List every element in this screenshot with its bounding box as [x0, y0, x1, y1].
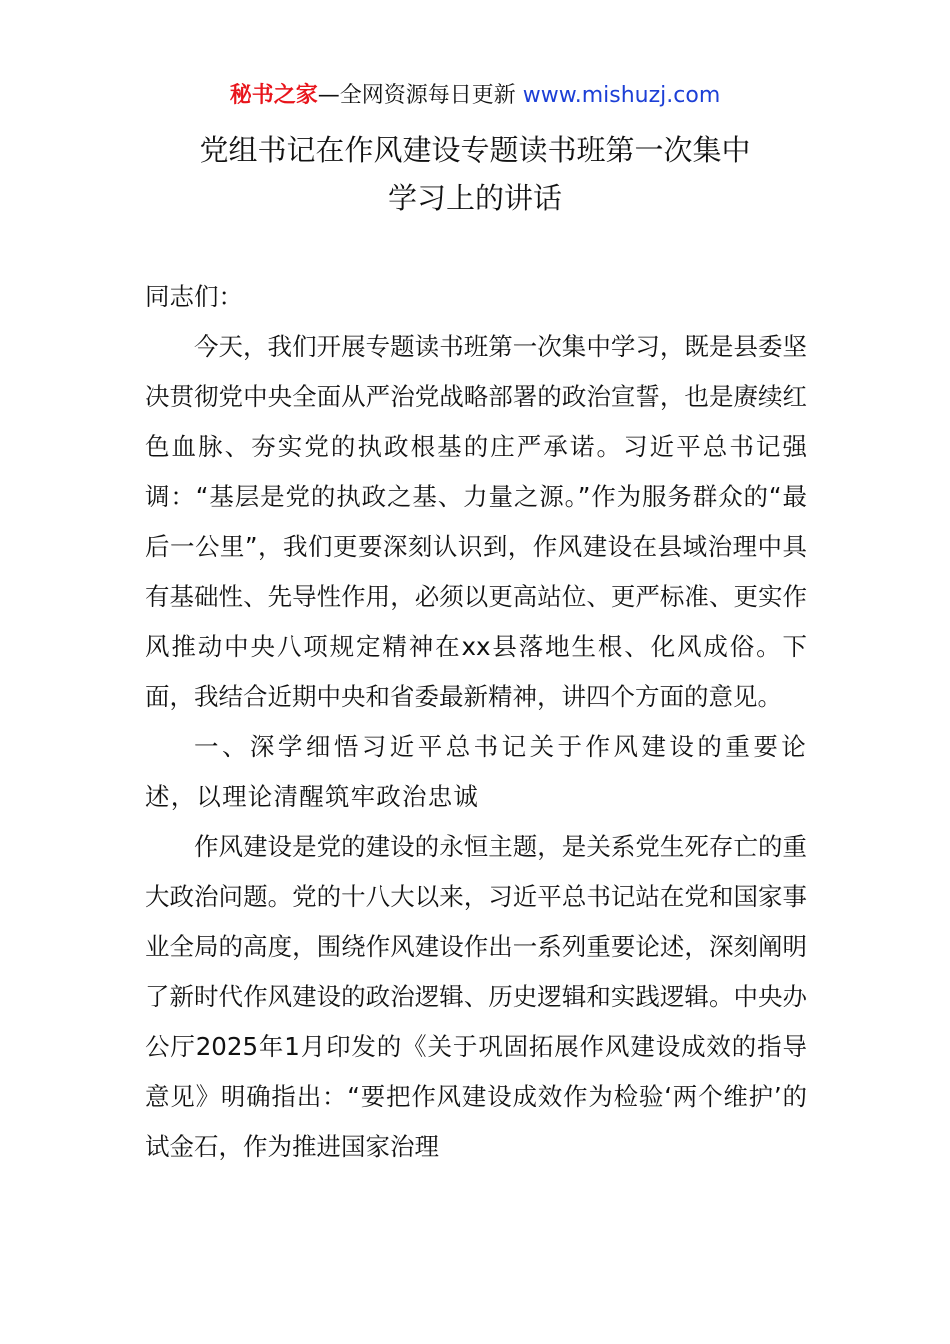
brand-name: 秘书之家	[229, 83, 318, 108]
banner-tagline: —全网资源每日更新	[317, 83, 523, 108]
site-banner	[0, 80, 950, 112]
salutation: 同志们：	[145, 282, 243, 311]
paragraph-intro: 今天，我们开展专题读书班第一次集中学习，既是县委坚决贯彻党中央全面从严治党战略部署的政治宣誓，也是赓续红色血脉、夯实党的执政根基的庄严承诺。习近平总书记强调：“基层是党的执政之基、力量之源。”作为服务群众的“最后一公里”，我们更要深刻认识到，作风建设在县域治理中具有基础性、先导性作用，必须以更高站位、更严标准、更实作风推动中央八项规定精神在xx县落地生根、化风成俗。下面，我结合近期中央和省委最新精神，讲四个方面的意见。	[145, 332, 807, 711]
paragraph-section-1: 作风建设是党的建设的永恒主题，是关系党生死存亡的重大政治问题。党的十八大以来，习近平总书记站在党和国家事业全局的高度，围绕作风建设作出一系列重要论述，深刻阐明了新时代作风建设的政治逻辑、历史逻辑和实践逻辑。中央办公厅2025年1月印发的《关于巩固拓展作风建设成效的指导意见》明确指出：“要把作风建设成效作为检验‘两个维护’的试金石，作为推进国家治理	[145, 832, 807, 1161]
section-heading-1: 一、深学细悟习近平总书记关于作风建设的重要论述，以理论清醒筑牢政治忠诚	[145, 732, 807, 811]
document-title	[0, 126, 950, 222]
title-line-2: 学习上的讲话	[387, 181, 562, 215]
site-url-link[interactable]: www.mishuzj.com	[522, 83, 721, 108]
document-body	[145, 272, 807, 1172]
title-line-1: 党组书记在作风建设专题读书班第一次集中	[199, 133, 751, 167]
